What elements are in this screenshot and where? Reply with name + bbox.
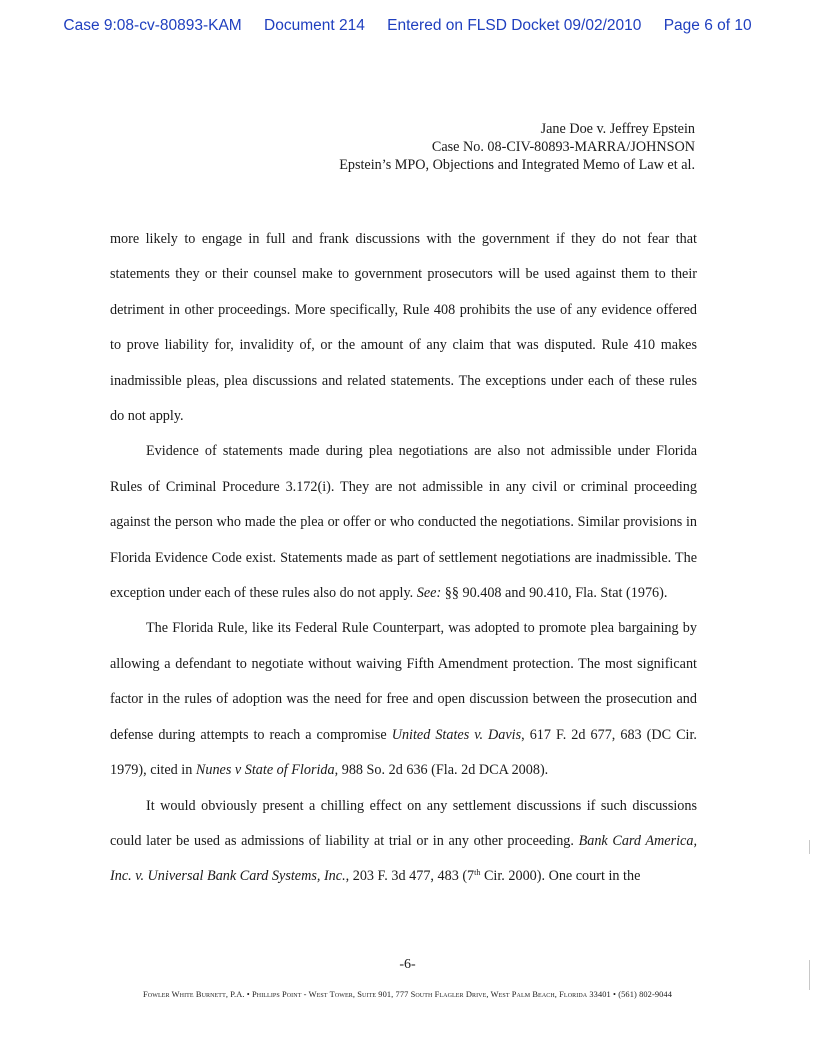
paragraph-3-case-davis: United States v. Davis <box>391 726 522 743</box>
paragraph-2-signal: See: <box>416 585 442 602</box>
docket-document-number: Document 214 <box>264 17 365 34</box>
caption-case-number: Case No. 08-CIV-80893-MARRA/JOHNSON <box>431 139 695 155</box>
caption-parties: Jane Doe v. Jeffrey Epstein <box>540 121 695 137</box>
paragraph-2 <box>110 434 697 611</box>
docket-page-count: Page 6 of 10 <box>663 17 752 34</box>
docket-case-number: Case 9:08-cv-80893-KAM <box>63 17 242 34</box>
paragraph-2-citation: §§ 90.408 and 90.410, Fla. Stat (1976). <box>441 585 668 602</box>
scan-margin-mark <box>809 840 810 854</box>
case-caption <box>339 120 695 174</box>
paragraph-4-reporter: , 203 F. 3d 477, 483 (7 <box>345 868 475 885</box>
paragraph-4-text: It would obviously present a chilling effect on any settlement discussions if such discussions could later be used as admissions of liability at trial or in any other proceeding. <box>110 797 697 849</box>
paragraph-3-text: The Florida Rule, like its Federal Rule Counterpart, was adopted to promote plea bargaining by allowing a defendant to negotiate without waiving Fifth Amendment protection. The most significant factor in the rules of adoption was the need for free and open discussion between the prosecution and defense during attempts to reach a compromise <box>110 620 697 743</box>
paragraph-2-text: Evidence of statements made during plea negotiations are also not admissible under Florida Rules of Criminal Procedure 3.172(i). They are not admissible in any civil or criminal proceeding against the person who made the plea or offer or who conducted the negotiations. Similar provisions in Florida Evidence Code exist. Statements made as part of settlement negotiations are inadmissible. The exception under each of these rules also do not apply. <box>110 443 697 602</box>
paragraph-3-reporter-2: , 988 So. 2d 636 (Fla. 2d DCA 2008). <box>334 762 549 779</box>
docket-header <box>0 17 815 35</box>
paragraph-4-case-bank-card: Bank Card America, Inc. v. Universal Bank Card Systems, Inc. <box>110 832 697 885</box>
paragraph-3-reporter-1: , 617 F. 2d 677, 683 (DC Cir. 1979), cited in <box>110 726 697 779</box>
paragraph-4-text-end: Cir. 2000). One court in the <box>480 868 641 885</box>
caption-document-title: Epstein’s MPO, Objections and Integrated Memo of Law et al. <box>339 157 695 173</box>
paragraph-4 <box>110 789 697 895</box>
firm-footer: Fowler White Burnett, P.A. • Phillips Point - West Tower, Suite 901, 777 South Flagler Drive, West Palm Beach, Florida 33401 • (561) 802-9044 <box>143 990 672 999</box>
scan-margin-mark <box>809 960 810 990</box>
page-number: -6- <box>399 957 416 972</box>
paragraph-3 <box>110 611 697 788</box>
paragraph-4-ordinal: th <box>474 868 481 878</box>
docket-entered-date: Entered on FLSD Docket 09/02/2010 <box>387 17 642 34</box>
paragraph-1: more likely to engage in full and frank discussions with the government if they do not fear that statements they or their counsel make to government prosecutors will be used against them to their detriment in other proceedings. More specifically, Rule 408 prohibits the use of any evidence offered to prove liability for, invalidity of, or the amount of any claim that was disputed. Rule 410 makes inadmissible pleas, plea discussions and related statements. The exceptions under each of these rules do not apply. <box>110 231 697 425</box>
document-body <box>110 222 697 895</box>
paragraph-3-case-nunes: Nunes v State of Florida <box>195 762 335 779</box>
